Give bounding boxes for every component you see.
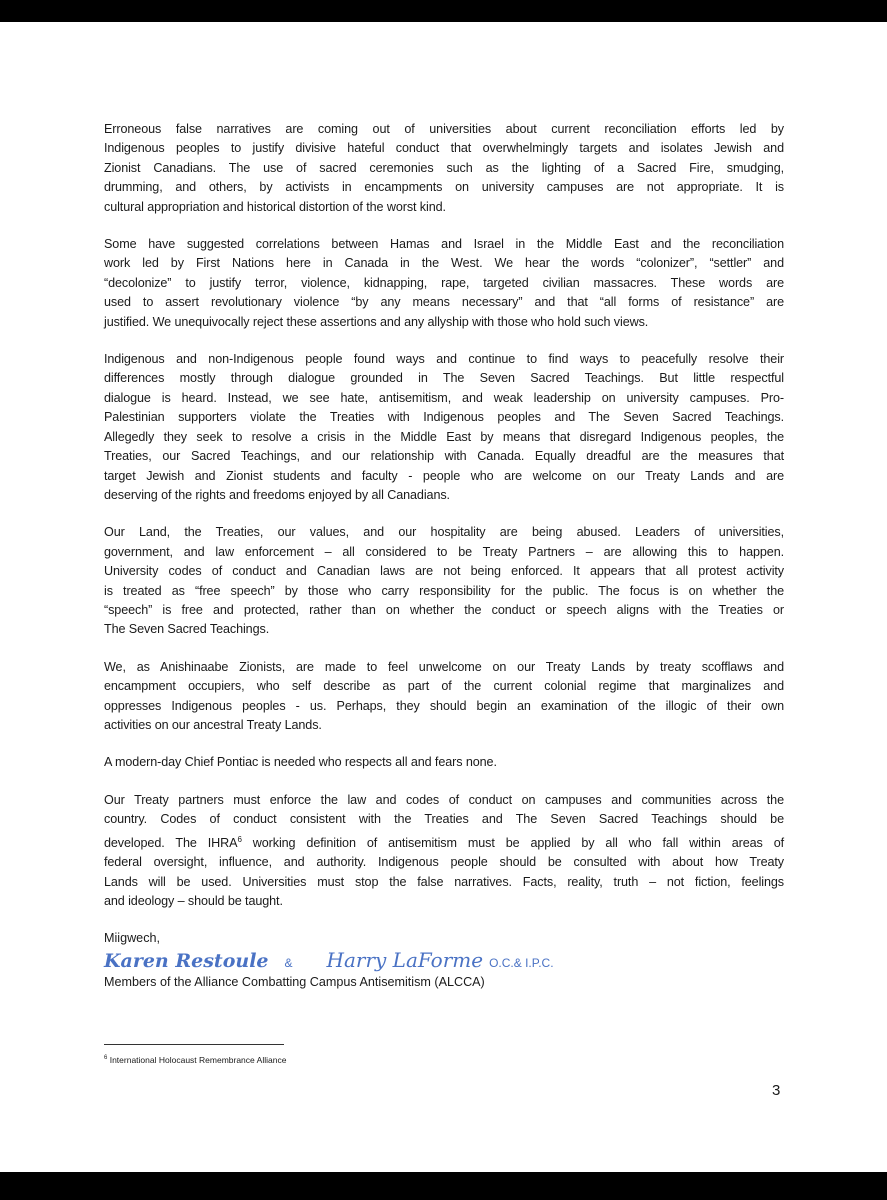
text-line: cultural appropriation and historical distortion of the worst kind.	[104, 199, 446, 214]
text-line: is treated as “free speech” by those who carry responsibility for the public. The focus is on whether the	[104, 583, 784, 598]
paragraph	[104, 523, 784, 639]
members-line: Members of the Alliance Combatting Campus Antisemitism (ALCCA)	[104, 975, 485, 990]
text-line: “speech” is free and protected, rather than on whether the conduct or speech aligns with the Treaties or	[104, 602, 784, 617]
text-line: federal oversight, influence, and authority. Indigenous people should be consulted with about how Treaty	[104, 855, 784, 870]
paragraph-final	[104, 791, 784, 912]
text-line: oppresses Indigenous peoples - us. Perhaps, they should begin an examination of the illogic of their own	[104, 698, 784, 713]
text: developed. The IHRA	[104, 835, 238, 850]
text-line: Zionist Canadians. The use of sacred ceremonies such as the lighting of a Sacred Fire, smudging,	[104, 160, 784, 175]
footnote-mark: 6	[104, 1055, 108, 1062]
text-line: A modern-day Chief Pontiac is needed who respects all and fears none.	[104, 755, 497, 770]
text-line: drumming, and others, by activists in encampments on university campuses are not appropriate. It is	[104, 180, 784, 195]
text-line: Treaties, our Sacred Teachings, and our relationship with Canada. Equally dreadful are the measures that	[104, 449, 784, 464]
text-line: Palestinian supporters violate the Treaties with Indigenous peoples and The Seven Sacred Teachings.	[104, 410, 784, 425]
page-number: 3	[772, 1082, 781, 1099]
paragraph	[104, 753, 784, 772]
text-line: Erroneous false narratives are coming out of universities about current reconciliation efforts led by	[104, 122, 784, 136]
text-line: The Seven Sacred Teachings.	[104, 622, 270, 637]
paragraph	[104, 235, 784, 332]
text-line: differences mostly through dialogue grounded in The Seven Sacred Teachings. But little respectful	[104, 371, 784, 386]
text-line: encampment occupiers, who self describe as part of the current colonial regime that marginalizes and	[104, 679, 784, 694]
text-line: Our Treaty partners must enforce the law and codes of conduct on campuses and communities across the	[104, 792, 784, 807]
paragraph	[104, 120, 784, 217]
signature-harry-laforme: Harry LaForme	[326, 948, 484, 973]
text-line: “decolonize” to justify terror, violence, kidnapping, rape, targeted civilian massacres. These words are	[104, 275, 784, 290]
text-line: justified. We unequivocally reject these assertions and any allyship with those who hold such views.	[104, 314, 649, 329]
text-line: Allegedly they seek to resolve a crisis in the Middle East by means that disregard Indigenous peoples, the	[104, 429, 784, 444]
text-line: University codes of conduct and Canadian laws are not being enforced. It appears that all protest activity	[104, 564, 784, 579]
text-line: and ideology – should be taught.	[104, 894, 283, 908]
text-line: used to assert revolutionary violence “by any means necessary” and that “all forms of resistance” are	[104, 295, 784, 310]
paragraph	[104, 658, 784, 736]
top-bar	[0, 0, 887, 22]
bottom-bar	[0, 1172, 887, 1200]
footnote-text: International Holocaust Remembrance Alliance	[109, 1055, 287, 1065]
text-line: dialogue is heard. Instead, we see hate, antisemitism, and weak leadership on university campuses. Pro-	[104, 390, 784, 405]
text-line: activities on our ancestral Treaty Lands.	[104, 717, 322, 732]
text-line: deserving of the rights and freedoms enjoyed by all Canadians.	[104, 487, 450, 502]
footnote-divider	[104, 1044, 284, 1045]
text-line: We, as Anishinaabe Zionists, are made to feel unwelcome on our Treaty Lands by treaty scofflaws and	[104, 659, 784, 674]
text-line: target Jewish and Zionist students and faculty - people who are welcome on our Treaty Lands and are	[104, 468, 784, 483]
text-line: Indigenous peoples to justify divisive hateful conduct that overwhelmingly targets and isolates Jewish and	[104, 141, 784, 156]
text-line: country. Codes of conduct consistent with the Treaties and The Seven Sacred Teachings should be	[104, 812, 784, 827]
ampersand: &	[284, 956, 293, 971]
footnote	[104, 1055, 286, 1065]
text-line: government, and law enforcement – all considered to be Treaty Partners – are allowing this to happen.	[104, 544, 784, 559]
text-line: Indigenous and non-Indigenous people found ways and continue to find ways to peacefully resolve their	[104, 352, 784, 367]
text-line: work led by First Nations here in Canada in the West. We hear the words “colonizer”, “settler” and	[104, 256, 784, 271]
closing: Miigwech,	[104, 931, 160, 946]
signatures	[104, 948, 784, 972]
letter-body	[104, 120, 784, 992]
honours: O.C.& I.P.C.	[489, 956, 554, 971]
footnote-ref[interactable]: 6	[237, 834, 242, 844]
text-line: Some have suggested correlations between Hamas and Israel in the Middle East and the reconciliation	[104, 237, 784, 252]
text-line: Our Land, the Treaties, our values, and our hospitality are being abused. Leaders of universities,	[104, 525, 784, 540]
paragraph	[104, 350, 784, 505]
text: working definition of antisemitism must be applied by all who fall within areas of	[241, 835, 784, 850]
text-line	[104, 830, 784, 854]
text-line: Lands will be used. Universities must stop the false narratives. Facts, reality, truth – not fiction, feelings	[104, 874, 784, 889]
signature-karen-restoule: Karen Restoule	[104, 950, 269, 973]
